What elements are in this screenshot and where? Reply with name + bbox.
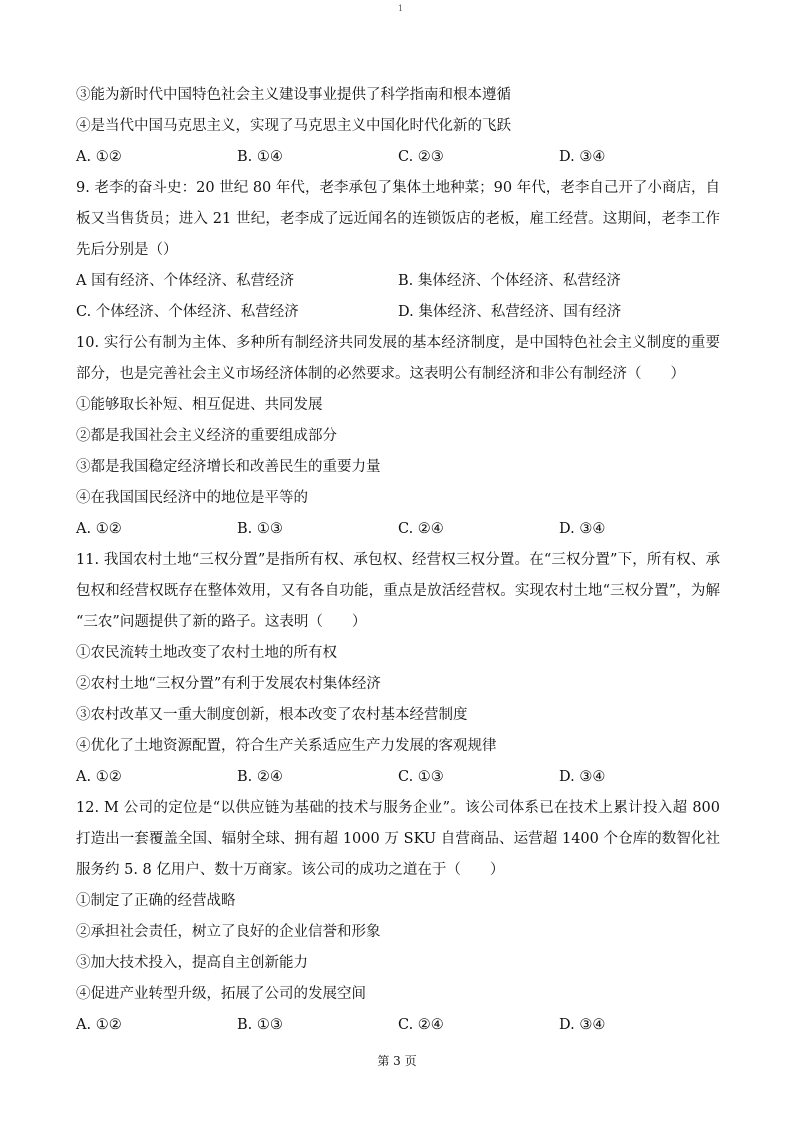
page-number: 第 3 页: [377, 1054, 417, 1068]
question-stem-line: 12. M 公司的定位是“以供应链为基础的技术与服务企业”。该公司体系已在技术上累计投入超 800: [76, 800, 720, 816]
option-c: C. ②④: [398, 1017, 444, 1033]
option-d: D. ③④: [559, 769, 606, 785]
option-a: A. ①②: [76, 1017, 122, 1033]
statement-item: ③加大技术投入，提高自主创新能力: [76, 955, 308, 971]
option-c: C. ①③: [398, 769, 444, 785]
option-a: A. ①②: [76, 521, 122, 537]
question-stem-line: 服务约 5. 8 亿用户、数十万商家。该公司的成功之道在于（ ）: [76, 862, 505, 878]
option-b: B. ①④: [237, 149, 283, 165]
option-a: A. ①②: [76, 769, 122, 785]
answer-options: [76, 266, 720, 297]
question-stem-line: 10. 实行公有制为主体、多种所有制经济共同发展的基本经济制度，是中国特色社会主义制度的重要: [76, 335, 720, 351]
statement-item: ②承担社会责任，树立了良好的企业信誉和形象: [76, 924, 381, 940]
question-stem-line: 11. 我国农村土地“三权分置”是指所有权、承包权、经营权三权分置。在“三权分置”下，所有权、承: [76, 552, 720, 568]
answer-options: [76, 514, 720, 545]
question-11: [76, 545, 720, 793]
question-10: [76, 328, 720, 545]
statement-item: ④在我国国民经济中的地位是平等的: [76, 490, 308, 506]
question-12: [76, 793, 720, 1041]
statement-item: ①制定了正确的经营战略: [76, 893, 236, 909]
answer-options: [76, 1010, 720, 1041]
answer-options: [76, 297, 720, 328]
option-c: C. ②④: [398, 521, 444, 537]
option-d: D. ③④: [559, 1017, 606, 1033]
page-top-mark: 1: [398, 4, 404, 13]
statement-item: ④优化了土地资源配置，符合生产关系适应生产力发展的客观规律: [76, 738, 497, 754]
statement-item: ②农村土地“三权分置”有利于发展农村集体经济: [76, 676, 381, 692]
option-a: A. ①②: [76, 149, 122, 165]
answer-options: [76, 762, 720, 793]
option-b: B. ①③: [237, 521, 283, 537]
page-content: [76, 80, 720, 1041]
option-a: A 国有经济、个体经济、私营经济: [76, 273, 295, 289]
option-b: B. ①③: [237, 1017, 283, 1033]
option-b: B. 集体经济、个体经济、私营经济: [398, 273, 621, 289]
question-9: [76, 173, 720, 328]
statement-item: ④促进产业转型升级，拓展了公司的发展空间: [76, 986, 366, 1002]
statement-item: ①能够取长补短、相互促进、共同发展: [76, 397, 323, 413]
question-stem-line: 9. 老李的奋斗史：20 世纪 80 年代，老李承包了集体土地种菜；90 年代，老李自己开了小商店，自: [76, 180, 720, 196]
statement-item: ③都是我国稳定经济增长和改善民生的重要力量: [76, 459, 381, 475]
option-c: C. ②③: [398, 149, 444, 165]
option-c: C. 个体经济、个体经济、私营经济: [76, 304, 299, 320]
option-d: D. ③④: [559, 149, 606, 165]
option-b: B. ②④: [237, 769, 283, 785]
question-stem-line: 板又当售货员；进入 21 世纪，老李成了远近闻名的连锁饭店的老板，雇工经营。这期间，老李工作: [76, 211, 720, 227]
statement-item: ②都是我国社会主义经济的重要组成部分: [76, 428, 337, 444]
question-stem-line: 部分，也是完善社会主义市场经济体制的必然要求。这表明公有制经济和非公有制经济（ ）: [76, 366, 685, 382]
answer-options: [76, 142, 720, 173]
statement-item: ③农村改革又一重大制度创新，根本改变了农村基本经营制度: [76, 707, 468, 723]
statement-item: ①农民流转土地改变了农村土地的所有权: [76, 645, 337, 661]
question-stem-line: 包权和经营权既存在整体效用，又有各自功能，重点是放活经营权。实现农村土地“三权分置”，为解: [76, 583, 720, 599]
option-d: D. 集体经济、私营经济、国有经济: [398, 304, 622, 320]
statement-item: ④是当代中国马克思主义，实现了马克思主义中国化时代化新的飞跃: [76, 118, 511, 134]
question-stem-line: 先后分别是（）: [76, 242, 178, 258]
option-d: D. ③④: [559, 521, 606, 537]
statement-item: ③能为新时代中国特色社会主义建设事业提供了科学指南和根本遵循: [76, 87, 511, 103]
question-stem-line: 打造出一套覆盖全国、辐射全球、拥有超 1000 万 SKU 自营商品、运营超 1400 个仓库的数智化社: [76, 831, 720, 847]
question-stem-line: “三农”问题提供了新的路子。这表明（ ）: [76, 614, 367, 630]
question-8-tail: [76, 80, 720, 173]
